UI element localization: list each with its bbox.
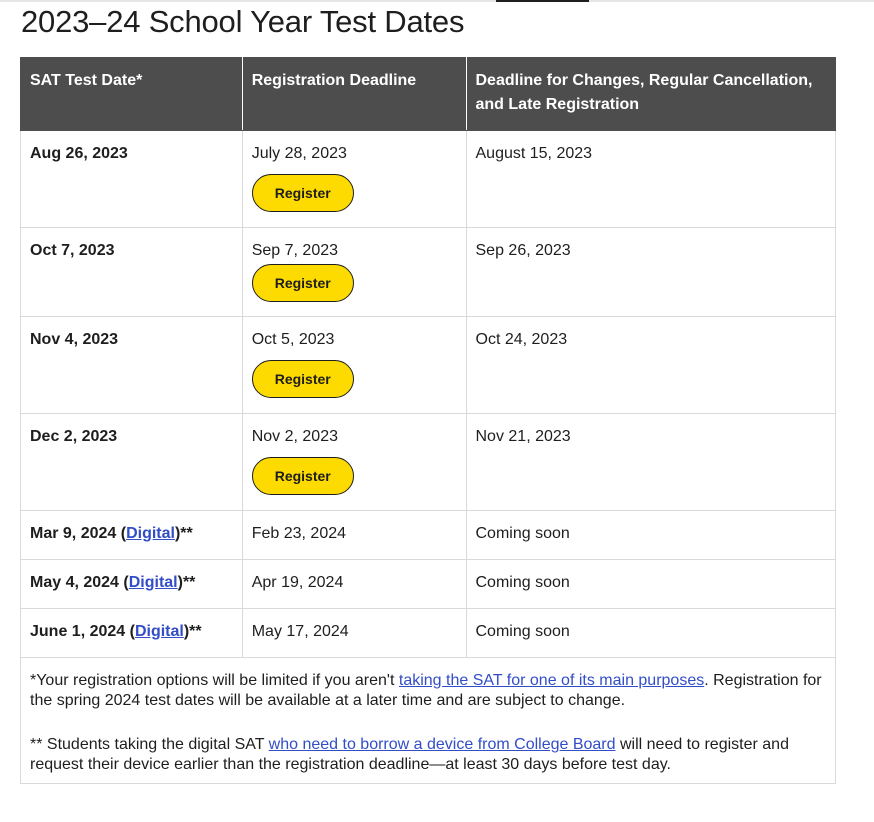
registration-deadline-text: Oct 5, 2023 — [251, 331, 335, 348]
digital-link[interactable]: Digital — [128, 574, 178, 591]
registration-deadline-cell — [242, 317, 466, 414]
changes-deadline-cell: Coming soon — [466, 609, 836, 658]
digital-open: ( — [125, 623, 135, 640]
test-date-cell: Dec 2, 2023 — [21, 414, 243, 511]
test-dates-table — [20, 57, 836, 784]
changes-deadline-cell: August 15, 2023 — [466, 131, 836, 228]
digital-close: )** — [183, 623, 202, 640]
test-date-cell: Nov 4, 2023 — [21, 317, 243, 414]
footnote1-prefix: *Your registration options will be limited if you aren't — [30, 672, 399, 689]
test-date-cell: Aug 26, 2023 — [21, 131, 243, 228]
changes-deadline-cell: Coming soon — [466, 511, 836, 560]
registration-deadline-text: Sep 7, 2023 — [251, 242, 339, 259]
registration-deadline-text: Nov 2, 2023 — [251, 428, 338, 445]
changes-deadline-cell: Coming soon — [466, 560, 836, 609]
header-changes-deadline-line2: and Late Registration — [475, 96, 640, 113]
test-date-text: May 4, 2024 — [30, 574, 119, 591]
test-date-cell: Oct 7, 2023 — [21, 228, 243, 317]
registration-deadline-cell — [242, 414, 466, 511]
test-date-text: June 1, 2024 — [30, 623, 126, 640]
footnote1-suffix: . Registration for the spring 2024 test dates will be available at a later time and are subject to change. — [30, 672, 822, 709]
footnote-registration-options — [30, 671, 826, 711]
digital-link[interactable]: Digital — [126, 525, 175, 542]
header-registration-deadline: Registration Deadline — [242, 58, 466, 131]
test-date-text: Mar 9, 2024 — [30, 525, 117, 542]
active-nav-indicator — [496, 0, 589, 2]
registration-deadline-cell — [242, 131, 466, 228]
register-button[interactable]: Register — [252, 360, 354, 398]
header-sat-test-date: SAT Test Date* — [21, 58, 243, 131]
footnote-digital-device — [30, 735, 826, 775]
table-row — [21, 131, 836, 228]
table-row — [21, 609, 836, 658]
table-header-row — [21, 58, 836, 131]
registration-deadline-cell: May 17, 2024 — [242, 609, 466, 658]
table-row — [21, 560, 836, 609]
test-date-cell — [21, 609, 243, 658]
register-button[interactable]: Register — [252, 457, 354, 495]
register-button[interactable]: Register — [252, 174, 354, 212]
table-row — [21, 511, 836, 560]
digital-open: ( — [118, 574, 129, 591]
header-changes-deadline-line1: Deadline for Changes, Regular Cancellation, — [475, 72, 813, 89]
digital-link[interactable]: Digital — [134, 623, 184, 640]
main-purposes-link[interactable]: taking the SAT for one of its main purposes — [398, 672, 705, 689]
table-row — [21, 414, 836, 511]
table-notes-cell — [21, 658, 836, 784]
digital-close: )** — [174, 525, 193, 542]
digital-close: )** — [177, 574, 196, 591]
registration-deadline-cell: Apr 19, 2024 — [242, 560, 466, 609]
changes-deadline-cell: Oct 24, 2023 — [466, 317, 836, 414]
footnote2-suffix: will need to register and request their device earlier than the registration deadline—at least 30 days before test day. — [30, 736, 789, 773]
registration-deadline-cell: Feb 23, 2024 — [242, 511, 466, 560]
page-title: 2023–24 School Year Test Dates — [21, 4, 465, 39]
footnote2-prefix: ** Students taking the digital SAT — [30, 736, 269, 753]
register-button[interactable]: Register — [252, 264, 354, 302]
changes-deadline-cell: Nov 21, 2023 — [466, 414, 836, 511]
borrow-device-link[interactable]: who need to borrow a device from College Board — [268, 736, 616, 753]
digital-open: ( — [116, 525, 127, 542]
registration-deadline-cell — [242, 228, 466, 317]
test-date-cell — [21, 560, 243, 609]
table-row — [21, 228, 836, 317]
header-changes-deadline — [466, 58, 836, 131]
table-notes-row — [21, 658, 836, 784]
changes-deadline-cell: Sep 26, 2023 — [466, 228, 836, 317]
table-row — [21, 317, 836, 414]
top-border — [0, 0, 874, 2]
registration-deadline-text: July 28, 2023 — [251, 145, 347, 162]
test-date-cell — [21, 511, 243, 560]
